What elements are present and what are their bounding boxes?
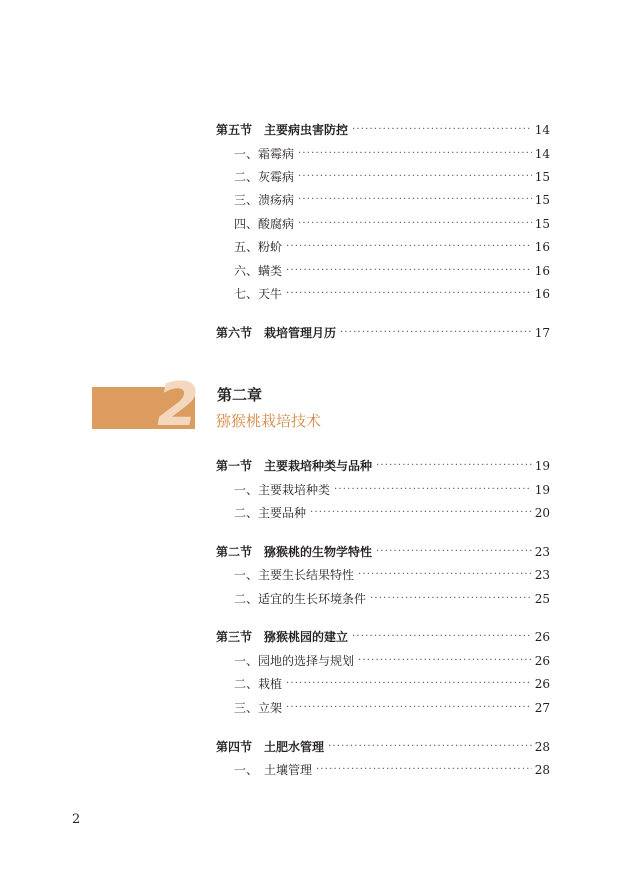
toc-leader-dots	[328, 737, 532, 757]
toc-label: 一、 土壤管理	[234, 763, 313, 777]
toc-page-number: 17	[534, 326, 550, 340]
chapter-label: 第二章	[217, 386, 263, 404]
toc-label: 一、主要栽培种类	[234, 483, 331, 497]
toc-label: 七、天牛	[234, 287, 283, 301]
toc-label: 一、霜霉病	[234, 147, 295, 161]
toc-label: 三、溃疡病	[234, 193, 295, 207]
toc-section-row[interactable]	[216, 456, 550, 476]
toc-label: 第二节 猕猴桃的生物学特性	[216, 545, 373, 559]
toc-page-number: 23	[534, 568, 550, 582]
toc-item-row[interactable]	[234, 589, 550, 609]
toc-page-number: 20	[534, 506, 550, 520]
toc-page-number: 16	[534, 264, 550, 278]
toc-label: 六、螨类	[234, 264, 283, 278]
toc-page-number: 26	[534, 654, 550, 668]
toc-label: 第四节 土肥水管理	[216, 740, 325, 754]
toc-section-row[interactable]	[216, 542, 550, 562]
toc-label: 一、主要生长结果特性	[234, 568, 355, 582]
toc-label: 二、栽植	[234, 677, 283, 691]
toc-item-row[interactable]	[234, 651, 550, 671]
toc-item-row[interactable]	[234, 480, 550, 500]
toc-item-row[interactable]	[234, 698, 550, 718]
toc-leader-dots	[370, 589, 532, 609]
toc-leader-dots	[286, 698, 532, 718]
toc-label: 四、酸腐病	[234, 217, 295, 231]
toc-label: 第一节 主要栽培种类与品种	[216, 459, 373, 473]
toc-label: 二、主要品种	[234, 506, 307, 520]
toc-label: 五、粉蚧	[234, 240, 283, 254]
toc-label: 三、立架	[234, 701, 283, 715]
toc-leader-dots	[358, 565, 532, 585]
toc-label: 二、适宜的生长环境条件	[234, 592, 367, 606]
toc-page-number: 15	[534, 193, 550, 207]
toc-page-number: 19	[534, 483, 550, 497]
toc-page-number: 14	[534, 147, 550, 161]
toc-page-number: 26	[534, 677, 550, 691]
toc-item-row[interactable]	[234, 503, 550, 523]
toc-label: 第六节 栽培管理月历	[216, 326, 337, 340]
toc-leader-dots	[358, 651, 532, 671]
toc-page-number: 27	[534, 701, 550, 715]
toc-leader-dots	[352, 627, 532, 647]
chapter-number: 2	[157, 370, 199, 440]
toc-leader-dots	[316, 760, 532, 780]
page-number: 2	[72, 812, 81, 827]
toc-page-number: 26	[534, 630, 550, 644]
toc-item-row[interactable]	[234, 760, 550, 780]
toc-item-row[interactable]	[234, 674, 550, 694]
toc-page-number: 28	[534, 740, 550, 754]
toc-leader-dots	[376, 542, 532, 562]
toc-section-row[interactable]	[216, 627, 550, 647]
toc-page-number: 23	[534, 545, 550, 559]
toc-label: 第三节 猕猴桃园的建立	[216, 630, 349, 644]
toc-leader-dots	[334, 480, 532, 500]
toc-label: 一、园地的选择与规划	[234, 654, 355, 668]
toc-page-number: 16	[534, 287, 550, 301]
toc-item-row[interactable]	[234, 565, 550, 585]
toc-leader-dots	[310, 503, 532, 523]
toc-page-number: 14	[534, 123, 550, 137]
toc-section-row[interactable]	[216, 737, 550, 757]
toc-page-number: 28	[534, 763, 550, 777]
toc-page-number: 15	[534, 170, 550, 184]
chapter-title: 猕猴桃栽培技术	[216, 412, 322, 430]
toc-label: 第五节 主要病虫害防控	[216, 123, 349, 137]
toc-leader-dots	[286, 674, 532, 694]
toc-page-number: 16	[534, 240, 550, 254]
toc-label: 二、灰霉病	[234, 170, 295, 184]
toc-page-number: 19	[534, 459, 550, 473]
toc-page-number: 25	[534, 592, 550, 606]
toc-leader-dots	[376, 456, 532, 476]
toc-page-number: 15	[534, 217, 550, 231]
